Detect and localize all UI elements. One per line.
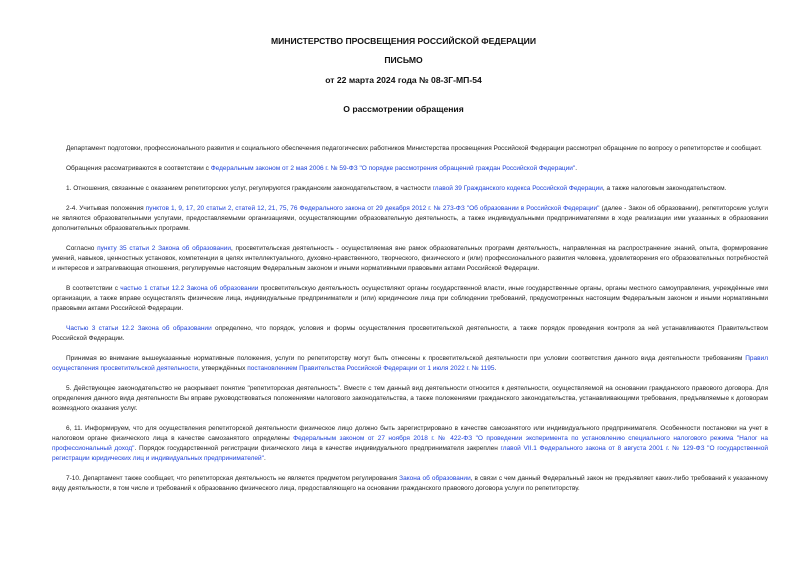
legal-reference-link[interactable]: пунктов 1, 9, 17, 20 статьи 2, статей 12, 21, 75, 76 Федерального закона от 29 декабря 2012 г. № 273-ФЗ "Об образовании в Российской Федерации" bbox=[145, 205, 600, 212]
legal-reference-link[interactable]: Частью 3 статьи 12.2 Закона об образовании bbox=[66, 325, 212, 332]
legal-reference-link[interactable]: Федеральным законом от 27 ноября 2018 г. № 422-ФЗ "О проведении эксперимента по установлению специального налогового режима "Налог на профессиональный доход" bbox=[52, 435, 768, 452]
paragraph-text: определено, что порядок, условия и формы осуществления просветительской деятельности, а также порядок проведения контроля за ней устанавливаются Правительством Российской Федерации. bbox=[52, 325, 768, 342]
paragraph-text: Согласно bbox=[66, 245, 98, 252]
paragraph-text: . Порядок государственной регистрации физического лица в качестве индивидуального предпринимателя закреплен bbox=[134, 445, 501, 452]
paragraph bbox=[52, 354, 768, 374]
paragraph-text: . bbox=[575, 165, 578, 172]
legal-reference-link[interactable]: частью 1 статьи 12.2 Закона об образовании bbox=[120, 285, 259, 292]
document-subject: О рассмотрении обращения bbox=[343, 104, 464, 114]
paragraph-text: , просветительская деятельность - осуществляемая вне рамок образовательных программ деятельность, направленная на распространение знаний, опыта, формирование умений, навыков, ценностных установок, компетенции в целях интеллектуального, духовно-нравственного, творческого, физического и (или) профессионального развития человека, удовлетворения его образовательных потребностей и интересов и затрагивающая отношения, регулируемые настоящим Федеральным законом и иными нормативными правовыми актами Российской Федерации. bbox=[52, 245, 768, 272]
paragraph bbox=[52, 164, 768, 174]
paragraph bbox=[52, 284, 768, 314]
paragraph bbox=[52, 204, 768, 234]
legal-reference-link[interactable]: Закона об образовании bbox=[399, 475, 471, 482]
paragraph-text: . bbox=[494, 365, 497, 372]
legal-reference-link[interactable]: главой 39 Гражданского кодекса Российской Федерации bbox=[432, 185, 603, 192]
paragraph-text: В соответствии с bbox=[66, 285, 121, 292]
paragraph-text: , а также налоговым законодательством. bbox=[602, 185, 727, 192]
legal-reference-link[interactable]: Федеральным законом от 2 мая 2006 г. № 59-ФЗ "О порядке рассмотрения обращений граждан Российской Федерации" bbox=[210, 165, 576, 172]
legal-reference-link[interactable]: постановлением Правительства Российской Федерации от 1 июля 2022 г. № 1195 bbox=[247, 365, 495, 372]
legal-reference-link[interactable]: Правил осуществления просветительской деятельности bbox=[52, 355, 768, 372]
paragraph bbox=[52, 244, 768, 274]
legal-reference-link[interactable]: пункту 35 статьи 2 Закона об образовании bbox=[97, 245, 231, 252]
document-type: ПИСЬМО bbox=[384, 55, 423, 65]
paragraph-text: 5. Действующее законодательство не раскрывает понятие "репетиторская деятельность". Вместе с тем данный вид деятельности относится к деятельности, осуществляемой на основании гражданского правового договора. Для определения данного вида деятельности Вы вправе руководствоваться положениями налогового законодательства, а также положениями гражданского законодательства, устанавливающими требования, предъявляемые к договорам возмездного оказания услуг. bbox=[52, 385, 768, 412]
paragraph bbox=[52, 184, 768, 194]
paragraph-text: просветительскую деятельность осуществляют органы государственной власти, иные государственные органы, органы местного самоуправления, учреждённые ими организации, а также вправе осуществлять физические лица, индивидуальные предприниматели и (или) юридические лица при соблюдении требований, предусмотренных настоящим Федеральным законом и иными нормативными правовыми актами Российской Федерации. bbox=[52, 285, 769, 312]
paragraph-text: Департамент подготовки, профессионального развития и социального обеспечения педагогических работников Министерства просвещения Российской Федерации рассмотрел обращение по вопросу о репетиторстве и сообщает. bbox=[66, 145, 762, 152]
legal-reference-link[interactable]: главой VII.1 Федерального закона от 8 августа 2001 г. № 129-ФЗ "О государственной регистрации юридических лиц и индивидуальных предпринимателей" bbox=[52, 445, 769, 462]
paragraph-text: (далее - Закон об образовании), репетиторские услуги не являются образовательными услугами, предоставляемыми организациями, осуществляющими образовательную деятельность, а также индивидуальными предпринимателями в ходе реализации ими указанных в образовании дополнительных образовательных программ. bbox=[52, 205, 768, 232]
paragraph-text: 6, 11. Информируем, что для осуществления репетиторской деятельности физическое лицо должно быть зарегистрировано в качестве самозанятого или индивидуального предпринимателя. Особенности постановки на учет в налоговом органе физического лица в качестве самозанятого определены bbox=[52, 425, 768, 442]
paragraph bbox=[52, 424, 768, 464]
paragraph bbox=[52, 324, 768, 344]
document-body bbox=[52, 144, 768, 504]
paragraph-text: 7-10. Департамент также сообщает, что репетиторская деятельность не является предметом регулирования bbox=[66, 475, 400, 482]
paragraph bbox=[52, 474, 768, 494]
ministry-heading: МИНИСТЕРСТВО ПРОСВЕЩЕНИЯ РОССИЙСКОЙ ФЕДЕРАЦИИ bbox=[270, 36, 537, 46]
document-date-number: от 22 марта 2024 года № 08-3Г-МП-54 bbox=[325, 75, 482, 85]
paragraph-text: Обращения рассматриваются в соответствии с bbox=[66, 165, 211, 172]
paragraph-text: Принимая во внимание вышеуказанные нормативные положения, услуги по репетиторству могут быть отнесены к просветительской деятельности при условии соответствия данного вида деятельности требованиям bbox=[66, 355, 746, 362]
paragraph bbox=[52, 384, 768, 414]
paragraph-text: 1. Отношения, связанные с оказанием репетиторских услуг, регулируются гражданским законодательством, в частности bbox=[66, 185, 433, 192]
paragraph bbox=[52, 144, 768, 154]
paragraph-text: , утверждённых bbox=[198, 365, 248, 372]
paragraph-text: 2-4. Учитывая положения bbox=[66, 205, 146, 212]
paragraph-text: . bbox=[263, 455, 266, 462]
paragraph-text: , в связи с чем данный Федеральный закон не предъявляет каких-либо требований к указанному виду деятельности, в том числе и требований к образованию физического лица, предоставляющего на основании гражданского правового договора услуги по репетиторству. bbox=[52, 475, 768, 492]
